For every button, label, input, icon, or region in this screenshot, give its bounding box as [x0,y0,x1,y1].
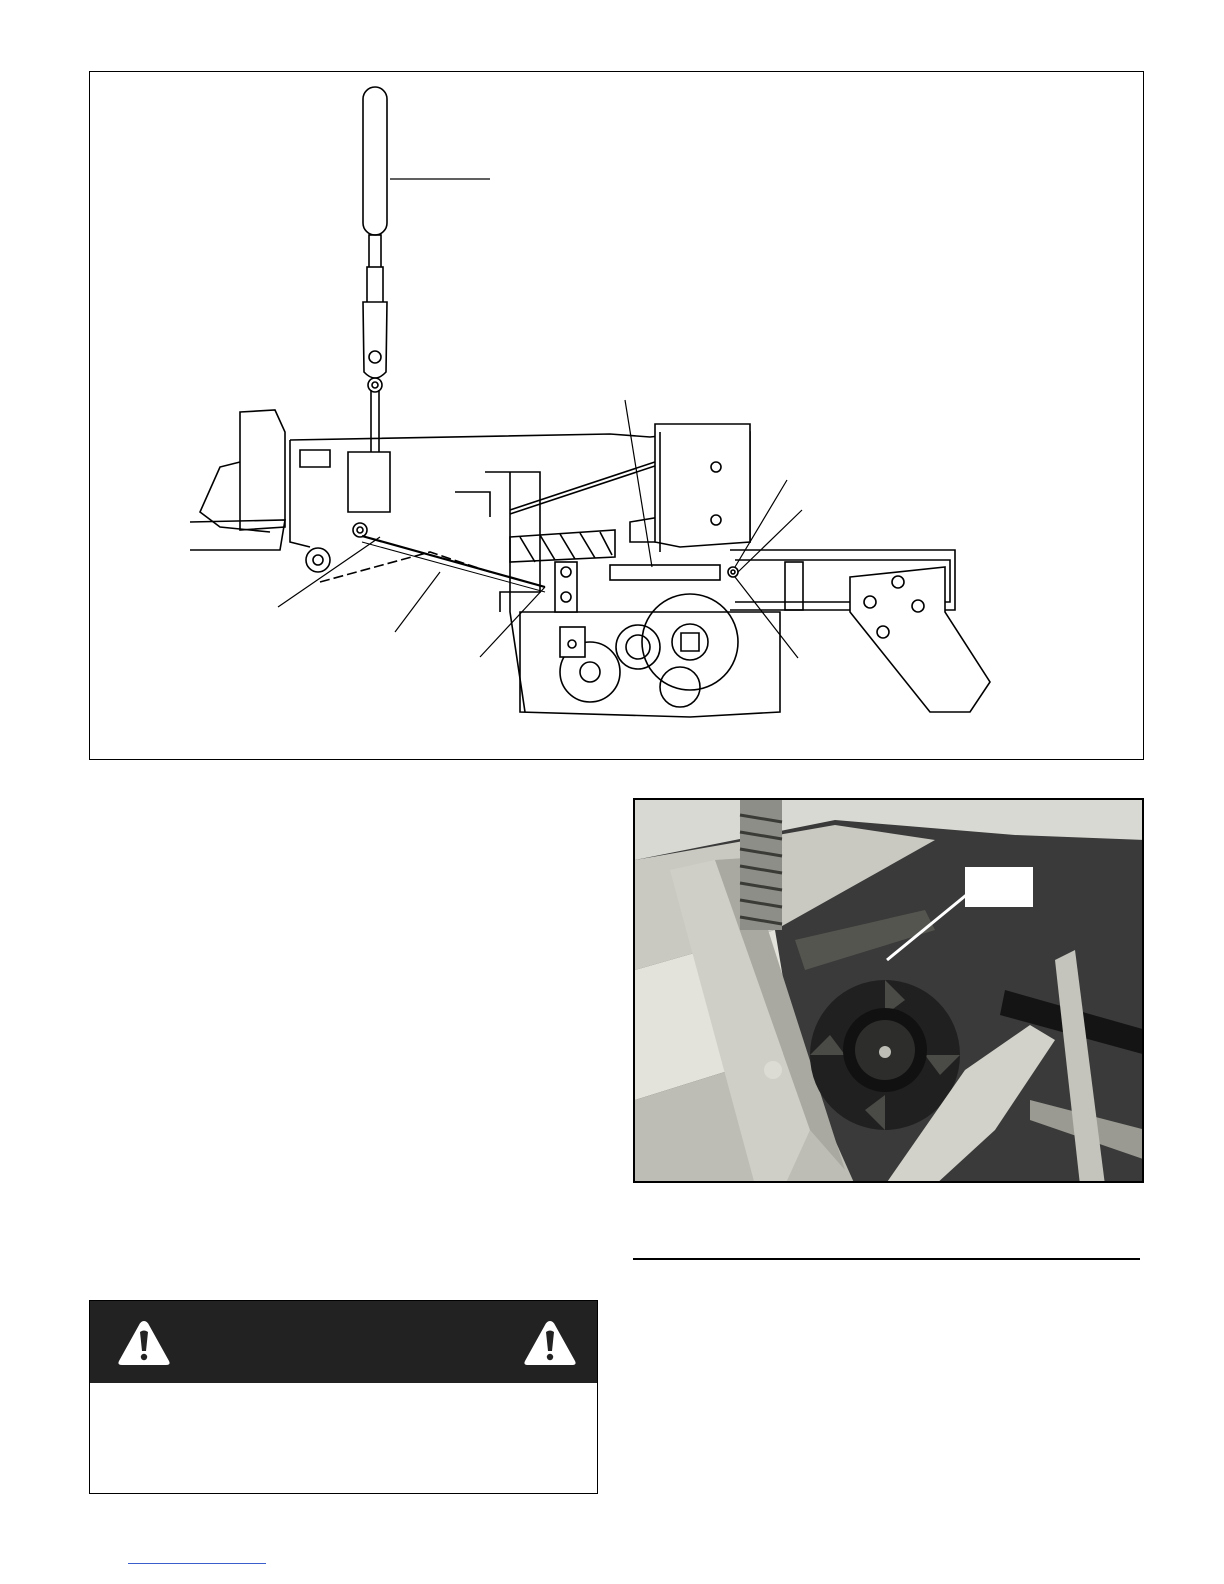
callout-leader-rod-end [278,537,380,607]
callout-leader-shift-fork [480,587,545,657]
linkage-diagram [90,72,1145,761]
section-divider [633,1258,1140,1260]
callout-leader-shift-rod [395,572,440,632]
warning-triangle-icon [116,1318,172,1368]
linkage-diagram-figure [89,71,1144,760]
shift-lever-arm [363,302,387,378]
footer-link[interactable] [128,1563,266,1564]
warning-triangle-icon [522,1318,578,1368]
photo-callout-label [965,867,1033,907]
warning-box [89,1300,598,1494]
shift-lever-handle [363,87,387,235]
callout-leader-pin [735,577,798,658]
mounting-plate [655,424,750,547]
large-gear [642,594,738,690]
fan-impeller [810,980,960,1130]
mechanism-photo-render [635,800,1144,1183]
right-bracket [850,567,990,712]
shift-fork [555,562,577,612]
mechanism-photo [633,798,1144,1183]
warning-header [90,1301,597,1383]
shift-bracket [348,452,390,512]
